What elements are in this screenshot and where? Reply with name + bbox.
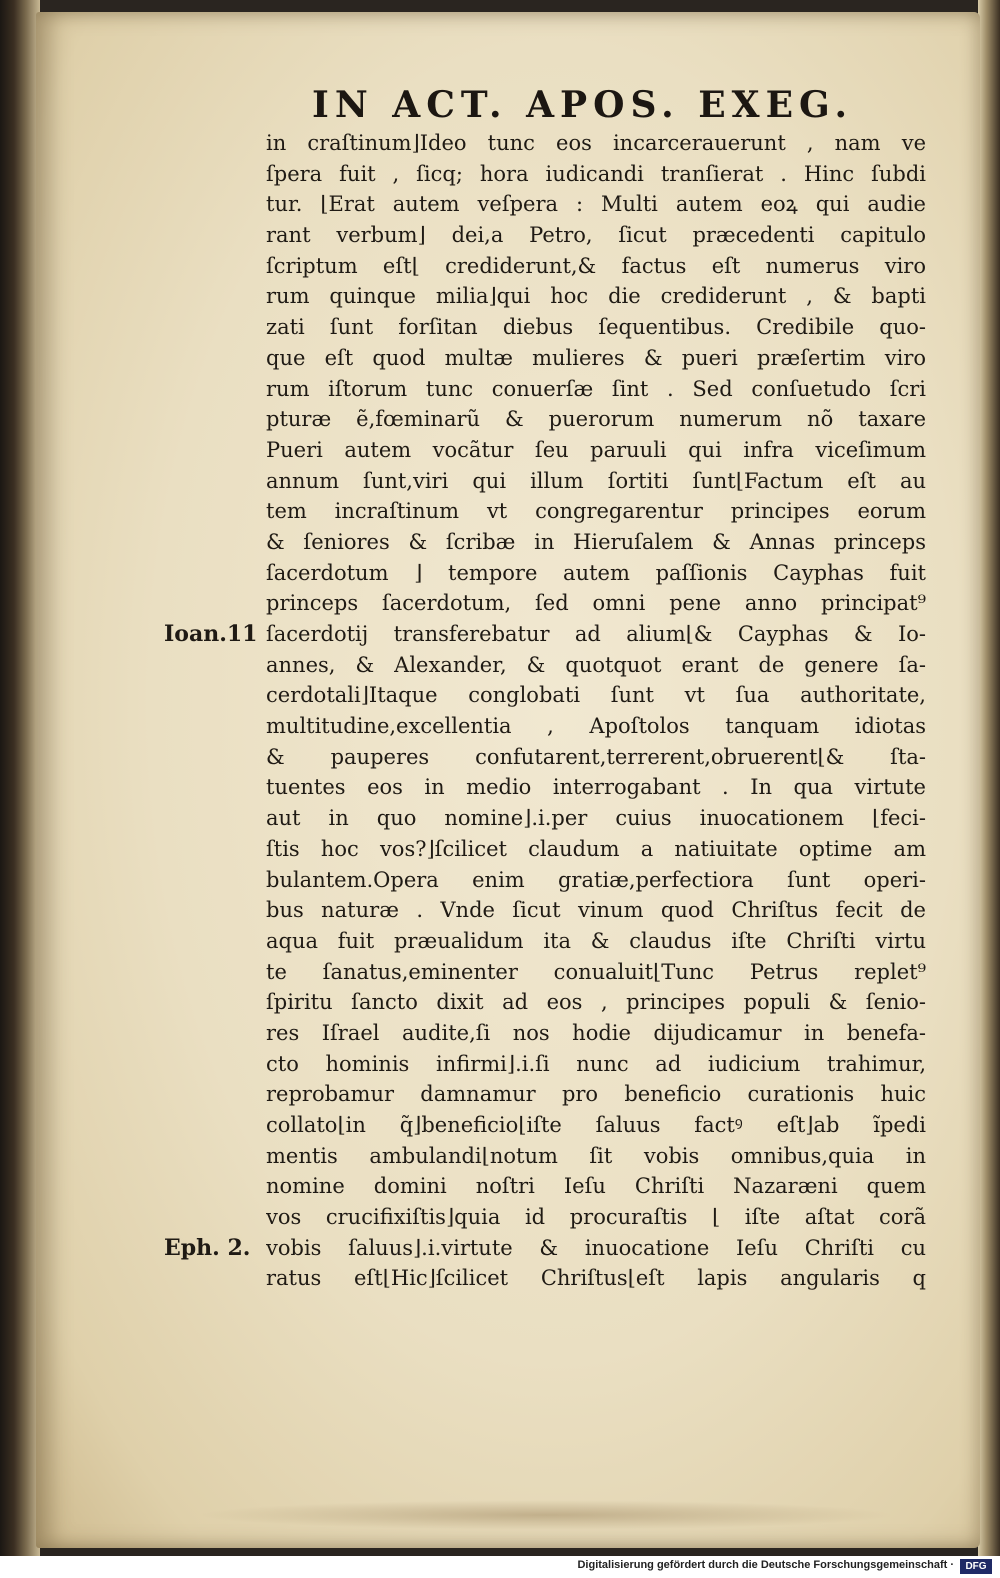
- text-line: ſacerdotij transferebatur ad alium⌊& Cayphas & Io-: [266, 622, 926, 646]
- text-line: rum iſtorum tunc conuerſæ ſint . Sed conſuetudo ſcri: [266, 376, 926, 401]
- text-line: vobis ſaluus⌋.i.virtute & inuocatione Ieſu Chriſti cu: [266, 1235, 926, 1260]
- text-line: ſcriptum eſt⌊ crediderunt,& factus eſt numerus viro: [266, 253, 926, 278]
- main-text-block: [266, 128, 926, 1294]
- text-line: aut in quo nomine⌋.i.per cuius inuocationem ⌊feci-: [266, 806, 926, 831]
- text-line: princeps ſacerdotum, ſed omni pene anno principat⁹: [266, 591, 926, 616]
- text-line: reprobamur damnamur pro beneficio curationis huic: [266, 1082, 926, 1107]
- text-line: cerdotali⌋Itaque conglobati ſunt vt ſua authoritate,: [266, 683, 926, 708]
- footer-bar: [0, 1556, 1000, 1578]
- text-line: in craſtinum⌋Ideo tunc eos incarcerauerunt , nam ve: [266, 131, 926, 155]
- funding-credit: Digitalisierung gefördert durch die Deutsche Forschungsgemeinschaft ·: [577, 1559, 954, 1571]
- text-line: & ſeniores & ſcribæ in Hieruſalem & Annas princeps: [266, 529, 926, 554]
- book-gutter: [0, 0, 40, 1556]
- text-line: tem incraſtinum vt congregarentur principes eorum: [266, 499, 926, 524]
- text-line: te ſanatus,eminenter conualuit⌊Tunc Petrus replet⁹: [266, 959, 926, 984]
- text-line: annes, & Alexander, & quotquot erant de genere ſa-: [266, 652, 926, 677]
- text-line: pturæ ẽ,fœminarũ & puerorum numerum nõ taxare: [266, 407, 926, 432]
- text-line: zati ſunt forſitan diebus ſequentibus. Credibile quo-: [266, 315, 926, 340]
- margin-note: Ioan.11: [164, 621, 258, 648]
- running-head: IN ACT. APOS. EXEG.: [312, 84, 854, 126]
- text-line: ſacerdotum ⌋ tempore autem paſſionis Cayphas fuit: [266, 560, 926, 585]
- text-line: nomine domini noſtri Ieſu Chriſti Nazaræni quem: [266, 1174, 926, 1199]
- text-line: bus naturæ . Vnde ſicut vinum quod Chriſtus fecit de: [266, 898, 926, 923]
- margin-note: Eph. 2.: [164, 1235, 251, 1262]
- text-line: rum quinque milia⌋qui hoc die crediderunt , & bapti: [266, 284, 926, 309]
- page-fore-edge: [978, 0, 1000, 1556]
- text-line: bulantem.Opera enim gratiæ,perfectiora ſunt operi-: [266, 867, 926, 892]
- text-line: collato⌊in q̃⌋beneficio⌊iſte ſaluus factꝰ eſt⌋ab ĩpedi: [266, 1113, 926, 1137]
- text-line: ſpera fuit , ſicq; hora iudicandi tranſierat . Hinc ſubdi: [266, 161, 926, 186]
- text-line: Pueri autem vocãtur ſeu paruuli qui infra viceſimum: [266, 437, 926, 462]
- page-wear-mark: [196, 1500, 896, 1530]
- text-line: tuentes eos in medio interrogabant . In qua virtute: [266, 775, 926, 800]
- text-line: res Iſrael audite,ſi nos hodie dijudicamur in benefa-: [266, 1020, 926, 1045]
- text-line: ſpiritu ſancto dixit ad eos , principes populi & ſenio-: [266, 990, 926, 1015]
- text-line: cto hominis infirmi⌋.i.ſi nunc ad iudicium trahimur,: [266, 1051, 926, 1076]
- text-line: ratus eſt⌊Hic⌋ſcilicet Chriſtus⌊eſt lapis angularis q: [266, 1266, 926, 1291]
- text-line: tur. ⌊Erat autem veſpera : Multi autem eoꝝ qui audie: [266, 192, 926, 217]
- text-line: annum ſunt,viri qui illum ſortiti ſunt⌊Factum eſt au: [266, 468, 926, 493]
- text-line: vos crucifixiſtis⌋quia id procuraſtis ⌊ iſte aſtat corã: [266, 1205, 926, 1230]
- text-line: aqua fuit præualidum ita & claudus iſte Chriſti virtu: [266, 928, 926, 953]
- text-line: rant verbum⌋ dei,a Petro, ſicut præcedenti capitulo: [266, 223, 926, 248]
- text-line: ſtis hoc vos?⌋ſcilicet claudum a natiuitate optime am: [266, 836, 926, 861]
- text-line: que eſt quod multæ mulieres & pueri præſertim viro: [266, 345, 926, 370]
- dfg-logo: DFG: [960, 1559, 992, 1574]
- text-line: multitudine,excellentia , Apoſtolos tanquam idiotas: [266, 714, 926, 739]
- text-line: & pauperes confutarent,terrerent,obruerent⌊& ſta-: [266, 744, 926, 769]
- text-line: mentis ambulandi⌊notum ſit vobis omnibus,quia in: [266, 1143, 926, 1168]
